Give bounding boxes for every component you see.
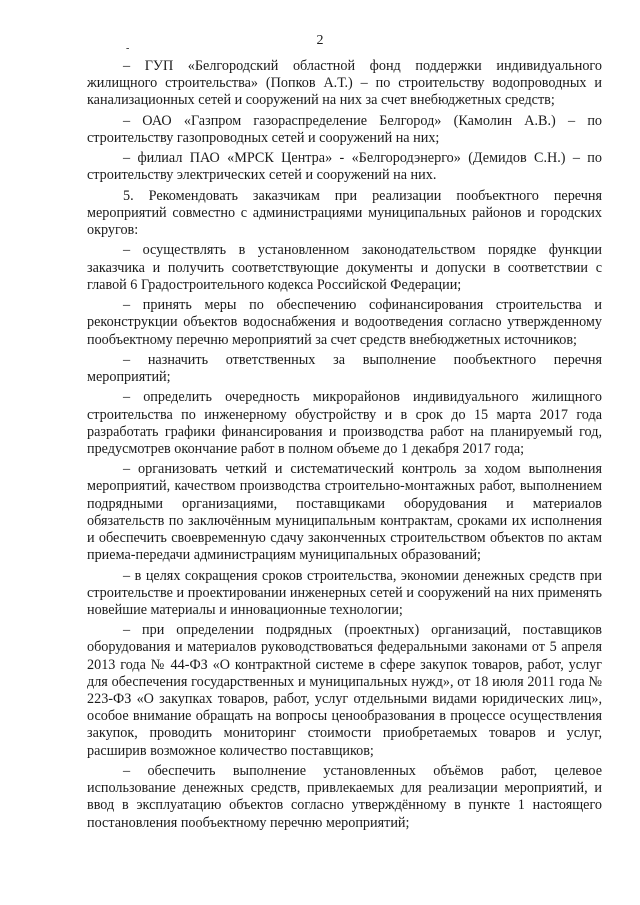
document-body (87, 58, 602, 835)
paragraph-procurement: – при определении подрядных (проектных) организаций, поставщиков оборудования и материалов руководствоваться федеральными законами от 5 апреля 2013 года № 44-ФЗ «О контрактной системе в сфере закупок товаров, работ, услуг для обеспечения государственных и муниципальных нужд», от 18 июля 2011 года № 223-ФЗ «О закупках товаров, работ, услуг отдельными видами юридических лиц», особое внимание обращать на вопросы ценообразования в процессе осуществления закупок, проводить мониторинг стоимости приобретаемых товаров и услуг, расширив возможное количество поставщиков; (87, 622, 602, 759)
paragraph-customer-functions: – осуществлять в установленном законодательством порядке функции заказчика и получить соответствующие документы и допуски в соответствии с главой 6 Градостроительного кодекса Российской Федерации; (87, 242, 602, 293)
paragraph-gazprom: – ОАО «Газпром газораспределение Белгород» (Камолин А.В.) – по строительству газопроводных сетей и сооружений на них; (87, 112, 602, 146)
paragraph-schedule: – определить очередность микрорайонов индивидуального жилищного строительства по инженерному обустройству и в срок до 15 марта 2017 года разработать графики финансирования и производства работ на планируемый год, предусмотрев окончание работ в полном объеме до 1 декабря 2017 года; (87, 389, 602, 457)
paragraph-cofinancing: – принять меры по обеспечению софинансирования строительства и реконструкции объектов водоснабжения и водоотведения согласно утвержденному пообъектному перечню мероприятий за счет средств внебюджетных источников; (87, 297, 602, 348)
paragraph-commissioning: – обеспечить выполнение установленных объёмов работ, целевое использование денежных средств, привлекаемых для реализации мероприятий, и ввод в эксплуатацию объектов согласно утверждённому в пункте 1 настоящего постановления пообъектному перечню мероприятий; (87, 762, 602, 831)
paragraph-item-5: 5. Рекомендовать заказчикам при реализации пообъектного перечня мероприятий совместно с администрациями муниципальных районов и городских округов: (87, 187, 602, 239)
paragraph-responsible: – назначить ответственных за выполнение пообъектного перечня мероприятий; (87, 351, 602, 386)
paragraph-mrsk: – филиал ПАО «МРСК Центра» - «Белгородэнерго» (Демидов С.Н.) – по строительству электрических сетей и сооружений на них. (87, 150, 602, 184)
page-number: 2 (316, 33, 324, 48)
paragraph-technologies: – в целях сокращения сроков строительства, экономии денежных средств при строительстве и проектировании инженерных сетей и сооружений на них применять новейшие материалы и инновационные технологии; (87, 567, 602, 618)
paragraph-gup-fund: – ГУП «Белгородский областной фонд поддержки индивидуального жилищного строительства» (Попков А.Т.) – по строительству водопроводных и канализационных сетей и сооружений на них за счет внебюджетных средств; (87, 58, 602, 109)
scan-mark: - (126, 43, 130, 54)
paragraph-control: – организовать четкий и систематический контроль за ходом выполнения мероприятий, качеством производства строительно-монтажных работ, выполнением подрядными организациями, поставщиками оборудования и материалов обязательств по заключённым муниципальным контрактам, сроками их исполнения и обеспечить своевременную сдачу законченных строительством объектов по актам приема-передачи администрациям муниципальных образований; (87, 461, 602, 564)
